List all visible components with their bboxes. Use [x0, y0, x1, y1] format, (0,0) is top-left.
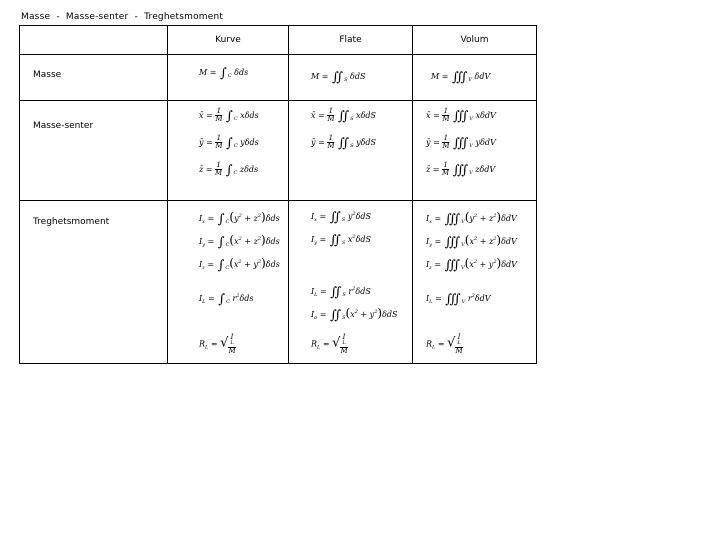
formula-mass-volume: $M = ∭_V$ δdV [431, 70, 491, 85]
formula-inertia-x-surface: $I_x$ = $∬_S$ $y^2\delta dS$ [311, 210, 371, 225]
row-label-center: Masse-senter [33, 121, 94, 131]
formula-center-x-volume: x̄ = $\frac{1}{M}$ $∭_V$ xδdV [426, 107, 496, 124]
row-label-cell [20, 101, 168, 201]
formula-center-y-surface: ȳ = $\frac{1}{M}$ $∬_S$ yδdS [311, 134, 377, 151]
formula-cell-center-surface [289, 101, 413, 201]
row-label-cell [20, 201, 168, 364]
formula-cell-center-curve [168, 101, 289, 201]
column-header-label: Kurve [215, 35, 241, 45]
row-inertia [20, 201, 537, 364]
row-mass [20, 55, 537, 101]
formula-inertia-z-volume: $I_z$ = $∭_V(x^2 + y^2)\delta dV$ [426, 256, 517, 273]
formula-inertia-y-curve: $I_y = \int_C(x^2 + z^2)\delta ds$ [199, 233, 280, 250]
formula-cell-inertia-curve [168, 201, 289, 364]
formula-cell-center-volume [413, 101, 537, 201]
corner-cell [20, 26, 168, 55]
formula-inertia-x-curve: $I_x = \int_C(y^2 + z^2)\delta ds$ [199, 210, 280, 227]
formula-cell-mass-volume [413, 55, 537, 101]
formula-inertia-x-volume: $I_x$ = $∭_V(y^2 + z^2)\delta dV$ [426, 210, 517, 227]
formula-center-z-curve: z̄ = $\frac{1}{M}$ $\int_C$ zδds [199, 161, 259, 178]
header-row [20, 26, 537, 55]
formula-radius-volume: $R_L$ = √ I L M [426, 333, 463, 355]
column-header-surface [289, 26, 413, 55]
formula-inertia-z-curve: $I_z = \int_C(x^2 + y^2)\delta ds$ [199, 256, 280, 273]
formula-center-x-surface: x̄ = $\frac{1}{M}$ $∬_S$ xδdS [311, 107, 377, 124]
formula-cell-mass-curve [168, 55, 289, 101]
row-label-mass: Masse [33, 70, 62, 80]
formula-radius-curve: $R_L$ = √ I L M [199, 333, 236, 355]
formula-radius-surface: $R_L$ = √ I L M [311, 333, 348, 355]
formula-cell-inertia-surface [289, 201, 413, 364]
formula-mass-curve: $M = \int_C$ δds [199, 66, 249, 81]
row-label-inertia: Treghetsmoment [33, 217, 110, 227]
column-header-label: Flate [339, 35, 362, 45]
column-header-label: Volum [460, 35, 489, 45]
formula-center-y-volume: ȳ = $\frac{1}{M}$ $∭_V$ yδdV [426, 134, 496, 151]
formula-inertia-y-surface: $I_y$ = $∬_S$ $x^2\delta dS$ [311, 233, 371, 248]
formula-inertia-y-volume: $I_y$ = $∭_V(x^2 + z^2)\delta dV$ [426, 233, 517, 250]
formula-center-y-curve: ȳ = $\frac{1}{M}$ $\int_C$ yδds [199, 134, 259, 151]
formula-center-x-curve: x̄ = $\frac{1}{M}$ $\int_C$ xδds [199, 107, 259, 124]
formula-inertia-l-surface: $I_L$ = $∬_S$ $r^2\delta dS$ [311, 285, 371, 300]
formula-inertia-l-curve: $I_L = \int_C$ $r^2\delta ds$ [199, 292, 254, 307]
page-title: Masse - Masse-senter - Treghetsmoment [21, 12, 224, 22]
formula-cell-mass-surface [289, 55, 413, 101]
formula-cell-inertia-volume [413, 201, 537, 364]
column-header-curve [168, 26, 289, 55]
row-label-cell [20, 55, 168, 101]
formula-table [19, 25, 537, 364]
row-center [20, 101, 537, 201]
formula-mass-surface: $M = ∬_S$ δdS [311, 70, 366, 85]
column-header-volume [413, 26, 537, 55]
formula-inertia-o-surface: $I_o$ = $∬_S(x^2 + y^2)\delta dS$ [311, 306, 398, 323]
formula-center-z-volume: z̄ = $\frac{1}{M}$ $∭_V$ zδdV [426, 161, 496, 178]
formula-inertia-l-volume: $I_L$ = $∭_V$ $r^2\delta dV$ [426, 292, 491, 307]
